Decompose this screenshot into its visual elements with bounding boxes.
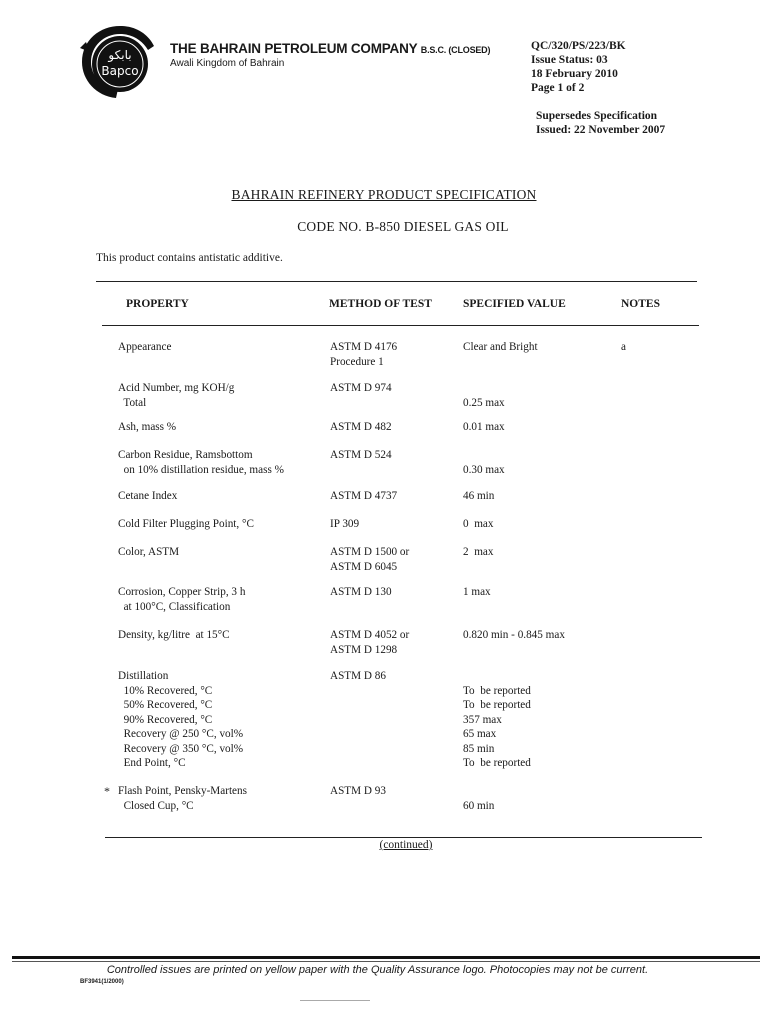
- cell-value: To be reported: [463, 757, 531, 769]
- supersedes-block: [536, 109, 665, 137]
- cell-value: 1 max: [463, 586, 491, 598]
- header-value: SPECIFIED VALUE: [463, 298, 566, 310]
- table-top-rule: [96, 281, 697, 282]
- document-title: BAHRAIN REFINERY PRODUCT SPECIFICATION: [231, 187, 537, 202]
- cell-property: Recovery @ 250 °C, vol%: [118, 728, 244, 740]
- cell-property: Color, ASTM: [118, 546, 180, 558]
- cell-value: 0 max: [463, 518, 494, 530]
- cell-method: ASTM D 93: [330, 785, 386, 797]
- cell-method: ASTM D 130: [330, 586, 392, 598]
- cell-method: ASTM D 4737: [330, 490, 398, 502]
- footer-note: Controlled issues are printed on yellow paper with the Quality Assurance logo. Photocopies may not be current.: [106, 964, 649, 976]
- bapco-logo: [76, 22, 158, 100]
- doc-code: QC/320/PS/223/BK: [531, 40, 626, 52]
- logo-arabic-text: بابكو: [108, 48, 132, 62]
- footer-rule-thin: [12, 961, 760, 962]
- cell-method: ASTM D 1500 or: [330, 546, 410, 558]
- cell-property: Recovery @ 350 °C, vol%: [118, 742, 244, 755]
- issue-status: Issue Status: 03: [531, 54, 608, 66]
- cell-value: Clear and Bright: [463, 341, 538, 353]
- page-number: Page 1 of 2: [531, 82, 585, 94]
- table-bottom-rule: [105, 837, 702, 838]
- table-header-rule: [102, 325, 699, 326]
- cell-property: at 100°C, Classification: [118, 600, 231, 613]
- company-name: [170, 41, 490, 56]
- cell-method: ASTM D 6045: [330, 560, 398, 573]
- continued-label: (continued): [379, 839, 433, 851]
- cell-notes: a: [621, 341, 626, 353]
- cell-method: ASTM D 524: [330, 449, 392, 461]
- company-suffix: B.S.C. (CLOSED): [420, 45, 491, 55]
- cell-value: 0.25 max: [463, 396, 505, 409]
- cell-property: Flash Point, Pensky-Martens: [118, 785, 247, 797]
- cell-method: ASTM D 482: [330, 421, 392, 433]
- logo-text: Bapco: [101, 64, 139, 78]
- cell-value: To be reported: [463, 684, 531, 697]
- cell-value: 65 max: [463, 728, 497, 740]
- cell-method: Procedure 1: [330, 355, 384, 368]
- cell-value: 0.01 max: [463, 421, 505, 433]
- cell-property: 10% Recovered, °C: [118, 684, 213, 697]
- cell-method: ASTM D 4052 or: [330, 629, 410, 641]
- cell-property: Closed Cup, °C: [118, 799, 194, 812]
- cell-value: 85 min: [463, 742, 495, 755]
- cell-property: Cetane Index: [118, 490, 178, 502]
- cell-property: Cold Filter Plugging Point, °C: [118, 518, 254, 530]
- cell-value: 46 min: [463, 490, 495, 502]
- cell-value: 357 max: [463, 713, 502, 726]
- document-meta: [531, 39, 626, 95]
- cell-property: Corrosion, Copper Strip, 3 h: [118, 586, 246, 598]
- cell-value: To be reported: [463, 699, 531, 711]
- cell-value: 2 max: [463, 546, 494, 558]
- cell-value: 0.820 min - 0.845 max: [463, 629, 565, 641]
- cell-value: 0.30 max: [463, 463, 505, 476]
- header-property: PROPERTY: [126, 298, 189, 310]
- company-name-text: THE BAHRAIN PETROLEUM COMPANY: [170, 41, 418, 56]
- intro-text: This product contains antistatic additive.: [96, 252, 283, 264]
- row-marker: *: [104, 784, 110, 798]
- cell-property: Density, kg/litre at 15°C: [118, 629, 230, 641]
- cell-property: Ash, mass %: [118, 421, 177, 433]
- cell-property: on 10% distillation residue, mass %: [118, 463, 284, 476]
- supersedes-issued: Issued: 22 November 2007: [536, 124, 666, 136]
- bottom-mark: [300, 1000, 370, 1001]
- cell-property: Total: [118, 396, 147, 409]
- footer-rule: [12, 956, 760, 959]
- document-subtitle: CODE NO. B-850 DIESEL GAS OIL: [297, 219, 509, 234]
- cell-method: ASTM D 1298: [330, 643, 398, 656]
- cell-property: End Point, °C: [118, 757, 186, 769]
- company-location: Awali Kingdom of Bahrain: [170, 58, 285, 69]
- header-method: METHOD OF TEST: [329, 298, 432, 310]
- cell-method: ASTM D 86: [330, 670, 386, 682]
- form-code: BF3941(1/2000): [80, 979, 124, 985]
- cell-method: ASTM D 4176: [330, 341, 398, 353]
- supersedes-label: Supersedes Specification: [536, 110, 658, 122]
- cell-property: 50% Recovered, °C: [118, 699, 213, 711]
- header-notes: NOTES: [621, 298, 660, 310]
- cell-property: Acid Number, mg KOH/g: [118, 382, 235, 394]
- cell-property: Appearance: [118, 341, 172, 353]
- cell-property: Distillation: [118, 670, 169, 682]
- cell-property: Carbon Residue, Ramsbottom: [118, 449, 253, 461]
- cell-method: IP 309: [330, 518, 360, 530]
- issue-date: 18 February 2010: [531, 68, 618, 80]
- cell-method: ASTM D 974: [330, 382, 392, 394]
- cell-property: 90% Recovered, °C: [118, 713, 213, 726]
- cell-value: 60 min: [463, 799, 495, 812]
